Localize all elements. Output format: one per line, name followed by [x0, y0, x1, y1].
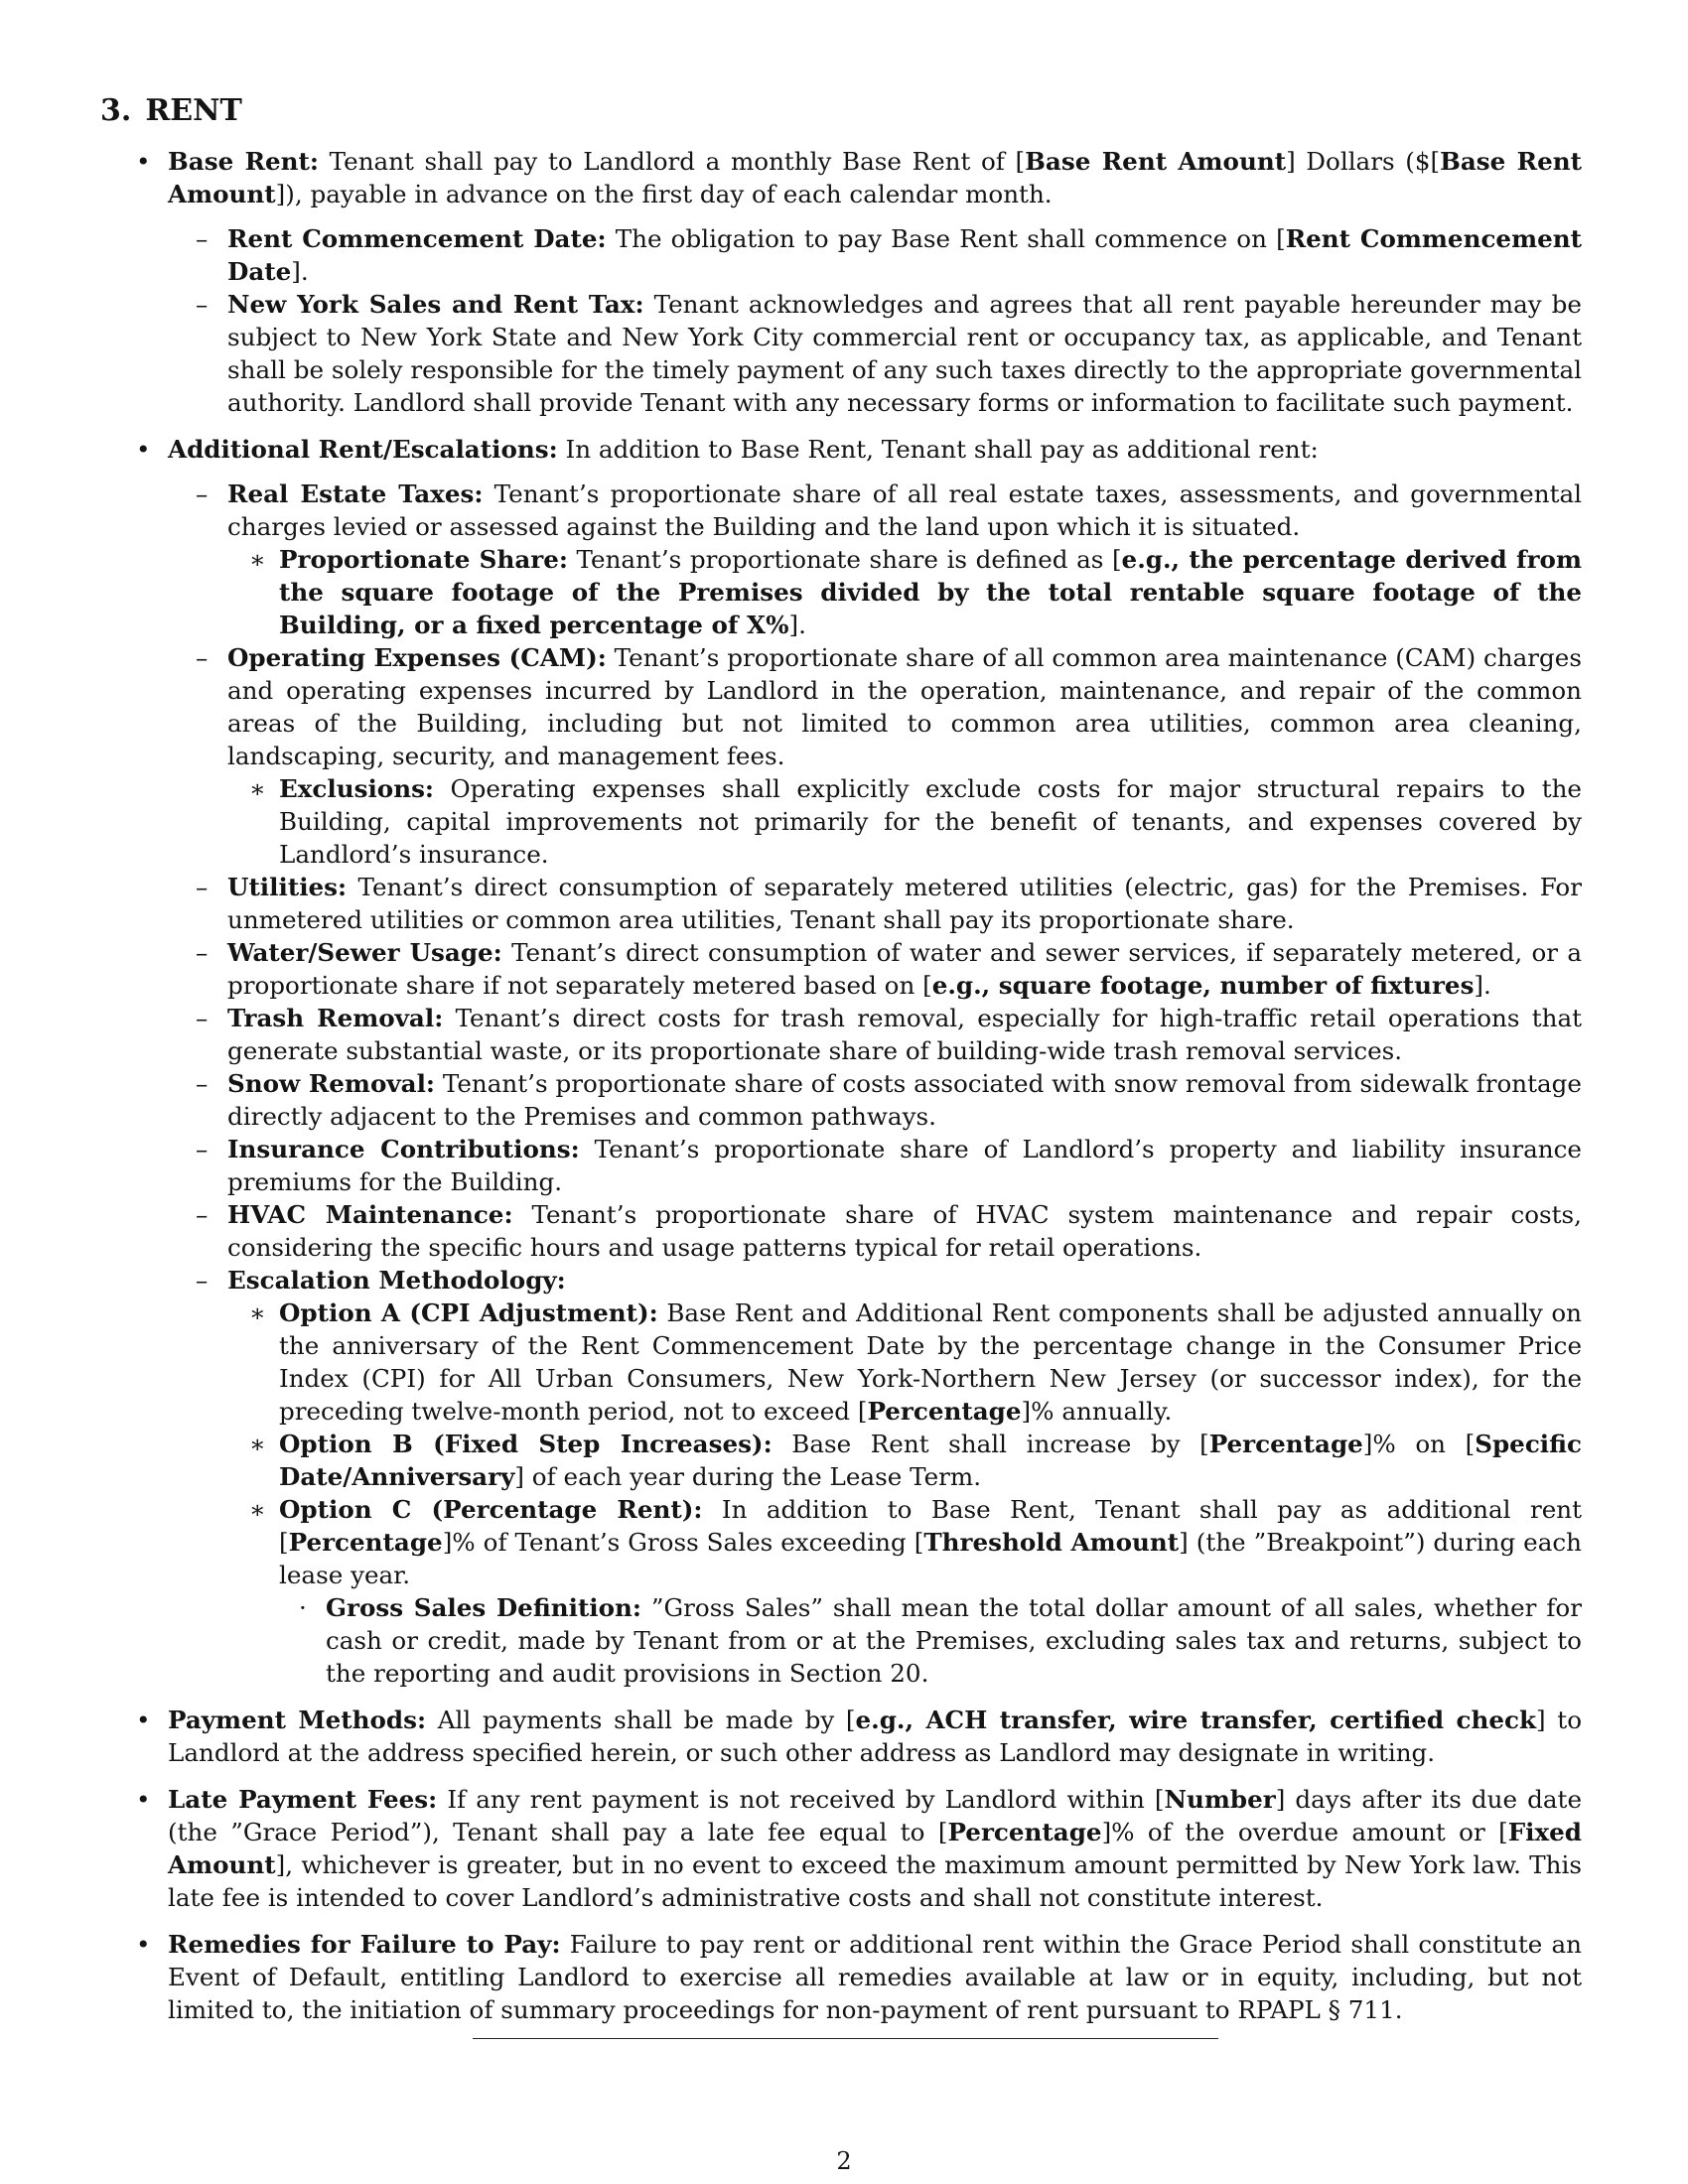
- gross-sales-text: ”Gross Sales” shall mean the total dollar amount of all sales, whether for cash or credit, made by Tenant from or at the Premises, excluding sales tax and returns, subject to the reporting and audit provisions in Section 20.: [326, 1593, 1582, 1688]
- placeholder-percentage: Percentage: [288, 1528, 443, 1557]
- operating-expenses-text: Tenant’s proportionate share of all common area maintenance (CAM) charges and operating expenses incurred by Landlord in the operation, maintenance, and repair of the common areas of the Building, including but not limited to common area utilities, common area cleaning, landscaping, security, and management fees.: [227, 643, 1582, 770]
- water-sewer-label: Water/Sewer Usage:: [227, 938, 502, 967]
- trash-removal-item: [100, 1002, 1582, 1067]
- hvac-text: Tenant’s proportionate share of HVAC system maintenance and repair costs, considering the specific hours and usage patterns typical for retail operations.: [227, 1200, 1582, 1262]
- dash-icon: –: [196, 1266, 209, 1295]
- dash-icon: –: [196, 643, 209, 672]
- asterisk-icon: ∗: [249, 1495, 266, 1524]
- option-b-text: Base Rent shall increase by [: [791, 1430, 1209, 1458]
- snow-removal-item: [100, 1067, 1582, 1133]
- option-c-text: ]% of Tenant’s Gross Sales exceeding [: [442, 1528, 924, 1557]
- option-a-text: Base Rent and Additional Rent components shall be adjusted annually on the anniversary of the Rent Commencement Date by the percentage change in the Consumer Price Index (CPI) for All Urban Consumers, New York-Northern New Jersey (or successor index), for the preceding twelve-month period, not to exceed [: [279, 1298, 1582, 1426]
- escalation-item: [100, 1264, 1582, 1297]
- option-b-text: ]% on [: [1362, 1430, 1476, 1458]
- dash-icon: –: [196, 290, 209, 319]
- base-rent-text: ]), payable in advance on the first day of each calendar month.: [275, 180, 1053, 208]
- placeholder-specific-date: Specific Date/Anniversary: [279, 1430, 1582, 1491]
- payment-methods-item: [100, 1704, 1582, 1769]
- insurance-label: Insurance Contributions:: [227, 1135, 580, 1163]
- water-sewer-text: Tenant’s direct consumption of water and sewer services, if separately metered, or a proportionate share if not separately metered based on [: [227, 938, 1582, 1000]
- ny-tax-item: [100, 288, 1582, 419]
- payment-methods-label: Payment Methods:: [168, 1706, 427, 1734]
- option-b-label: Option B (Fixed Step Increases):: [279, 1430, 773, 1458]
- section-number: 3.: [100, 93, 132, 128]
- additional-rent-label: Additional Rent/Escalations:: [168, 435, 558, 464]
- section-title: RENT: [145, 93, 242, 128]
- proportionate-share-item: [100, 543, 1582, 641]
- option-a-label: Option A (CPI Adjustment):: [279, 1298, 658, 1327]
- rent-commencement-item: [100, 222, 1582, 288]
- utilities-label: Utilities:: [227, 873, 348, 901]
- placeholder-percentage: Percentage: [947, 1818, 1102, 1846]
- operating-expenses-item: [100, 641, 1582, 772]
- gross-sales-item: [100, 1591, 1582, 1690]
- snow-removal-text: Tenant’s proportionate share of costs associated with snow removal from sidewalk frontage directly adjacent to the Premises and common pathways.: [227, 1069, 1582, 1131]
- water-sewer-item: [100, 936, 1582, 1002]
- base-rent-text: Tenant shall pay to Landlord a monthly Base Rent of [: [329, 147, 1026, 176]
- asterisk-icon: ∗: [249, 774, 266, 803]
- payment-methods-text: ] to Landlord at the address specified herein, or such other address as Landlord may designate in writing.: [168, 1706, 1582, 1767]
- additional-rent-subitems: [100, 478, 1582, 1690]
- trash-removal-label: Trash Removal:: [227, 1004, 444, 1032]
- option-c-text: In addition to Base Rent, Tenant shall pay as additional rent [: [279, 1495, 1582, 1557]
- placeholder-base-rent-amount: Base Rent Amount: [1025, 147, 1287, 176]
- dash-icon: –: [196, 1069, 209, 1098]
- real-estate-taxes-item: [100, 478, 1582, 543]
- late-fees-text: ]% of the overdue amount or [: [1101, 1818, 1508, 1846]
- option-a-item: [100, 1297, 1582, 1428]
- placeholder-proportionate-share: e.g., the percentage derived from the square footage of the Premises divided by the total rentable square footage of the Building, or a fixed percentage of X%: [279, 545, 1582, 639]
- real-estate-taxes-text: Tenant’s proportionate share of all real estate taxes, assessments, and governmental charges levied or assessed against the Building and the land upon which it is situated.: [227, 479, 1582, 541]
- rent-commencement-label: Rent Commencement Date:: [227, 224, 607, 253]
- insurance-text: Tenant’s proportionate share of Landlord’s property and liability insurance premiums for the Building.: [227, 1135, 1582, 1196]
- exclusions-item: [100, 772, 1582, 871]
- remedies-item: [100, 1928, 1582, 2026]
- document-page: [100, 91, 1582, 2040]
- trash-removal-text: Tenant’s direct costs for trash removal, especially for high-traffic retail operations that generate substantial waste, or its proportionate share of building-wide trash removal services.: [227, 1004, 1582, 1065]
- late-fees-label: Late Payment Fees:: [168, 1785, 438, 1814]
- dash-icon: –: [196, 938, 209, 967]
- option-b-item: [100, 1428, 1582, 1493]
- placeholder-percentage: Percentage: [867, 1397, 1022, 1426]
- placeholder-threshold-amount: Threshold Amount: [923, 1528, 1180, 1557]
- remedies-text: Failure to pay rent or additional rent within the Grace Period shall constitute an Event of Default, entitling Landlord to exercise all remedies available at law or in equity, including, but not limited to, the initiation of summary proceedings for non-payment of rent pursuant to RPAPL § 711.: [168, 1930, 1583, 2024]
- base-rent-subitems: [168, 222, 1582, 419]
- placeholder-payment-method: e.g., ACH transfer, wire transfer, certified check: [855, 1706, 1537, 1734]
- bullet-icon: •: [136, 1706, 151, 1734]
- proportionate-share-text: Tenant’s proportionate share is defined as [: [576, 545, 1122, 574]
- utilities-item: [100, 871, 1582, 936]
- placeholder-fixed-amount: Fixed Amount: [168, 1818, 1582, 1879]
- real-estate-taxes-label: Real Estate Taxes:: [227, 479, 484, 508]
- ny-tax-label: New York Sales and Rent Tax:: [227, 290, 644, 319]
- exclusions-text: Operating expenses shall explicitly exclude costs for major structural repairs to the Building, capital improvements not primarily for the benefit of tenants, and expenses covered by Landlord’s insurance.: [279, 774, 1582, 869]
- dot-icon: ·: [299, 1593, 307, 1622]
- late-fees-text: If any rent payment is not received by Landlord within [: [447, 1785, 1165, 1814]
- base-rent-label: Base Rent:: [168, 147, 319, 176]
- payment-methods-text: All payments shall be made by [: [437, 1706, 856, 1734]
- bullet-icon: •: [136, 435, 151, 464]
- proportionate-share-text: ].: [788, 611, 806, 639]
- dash-icon: –: [196, 479, 209, 508]
- option-c-text: ] (the ”Breakpoint”) during each lease year.: [279, 1528, 1583, 1589]
- placeholder-number: Number: [1164, 1785, 1276, 1814]
- bullet-icon: •: [136, 147, 151, 176]
- hvac-label: HVAC Maintenance:: [227, 1200, 513, 1229]
- late-fees-text: ], whichever is greater, but in no event to exceed the maximum amount permitted by New York law. This late fee is intended to cover Landlord’s administrative costs and shall not constitute interest.: [168, 1850, 1582, 1912]
- utilities-text: Tenant’s direct consumption of separately metered utilities (electric, gas) for the Premises. For unmetered utilities or common area utilities, Tenant shall pay its proportionate share.: [227, 873, 1582, 934]
- bullet-icon: •: [136, 1930, 151, 1959]
- asterisk-icon: ∗: [249, 1298, 266, 1327]
- operating-expenses-label: Operating Expenses (CAM):: [227, 643, 607, 672]
- option-b-text: ] of each year during the Lease Term.: [514, 1462, 982, 1491]
- asterisk-icon: ∗: [249, 1430, 266, 1458]
- escalation-label: Escalation Methodology:: [227, 1266, 566, 1295]
- page-number: 2: [836, 2147, 852, 2175]
- placeholder-commencement-date: Rent Commencement Date: [227, 224, 1582, 286]
- additional-rent-item: [100, 433, 1582, 1690]
- remedies-label: Remedies for Failure to Pay:: [168, 1930, 561, 1959]
- dash-icon: –: [196, 1200, 209, 1229]
- section-heading: [100, 91, 1582, 131]
- footer-divider: [473, 2038, 1218, 2039]
- rent-commencement-text: ].: [291, 257, 309, 286]
- asterisk-icon: ∗: [249, 545, 266, 574]
- placeholder-base-rent-amount: Base Rent Amount: [168, 147, 1582, 208]
- dash-icon: –: [196, 1004, 209, 1032]
- dash-icon: –: [196, 1135, 209, 1163]
- snow-removal-label: Snow Removal:: [227, 1069, 435, 1098]
- gross-sales-label: Gross Sales Definition:: [326, 1593, 642, 1622]
- option-c-label: Option C (Percentage Rent):: [279, 1495, 703, 1524]
- insurance-item: [100, 1133, 1582, 1198]
- additional-rent-text: In addition to Base Rent, Tenant shall pay as additional rent:: [565, 435, 1319, 464]
- late-fees-text: ] days after its due date (the ”Grace Period”), Tenant shall pay a late fee equal to [: [168, 1785, 1582, 1846]
- placeholder-water-basis: e.g., square footage, number of fixtures: [931, 971, 1475, 1000]
- proportionate-share-label: Proportionate Share:: [279, 545, 568, 574]
- placeholder-percentage: Percentage: [1208, 1430, 1363, 1458]
- option-c-item: [100, 1493, 1582, 1591]
- hvac-item: [100, 1198, 1582, 1264]
- option-a-text: ]% annually.: [1021, 1397, 1173, 1426]
- late-fees-item: [100, 1783, 1582, 1914]
- base-rent-item: [100, 145, 1582, 419]
- ny-tax-text: Tenant acknowledges and agrees that all rent payable hereunder may be subject to New York State and New York City commercial rent or occupancy tax, as applicable, and Tenant shall be solely responsible for the timely payment of any such taxes directly to the appropriate governmental authority. Landlord shall provide Tenant with any necessary forms or information to facilitate such payment.: [227, 290, 1582, 417]
- exclusions-label: Exclusions:: [279, 774, 435, 803]
- bullet-icon: •: [136, 1785, 151, 1814]
- rent-commencement-text: The obligation to pay Base Rent shall commence on [: [615, 224, 1286, 253]
- water-sewer-text: ].: [1474, 971, 1491, 1000]
- dash-icon: –: [196, 224, 209, 253]
- base-rent-text: ] Dollars ($[: [1286, 147, 1441, 176]
- dash-icon: –: [196, 873, 209, 901]
